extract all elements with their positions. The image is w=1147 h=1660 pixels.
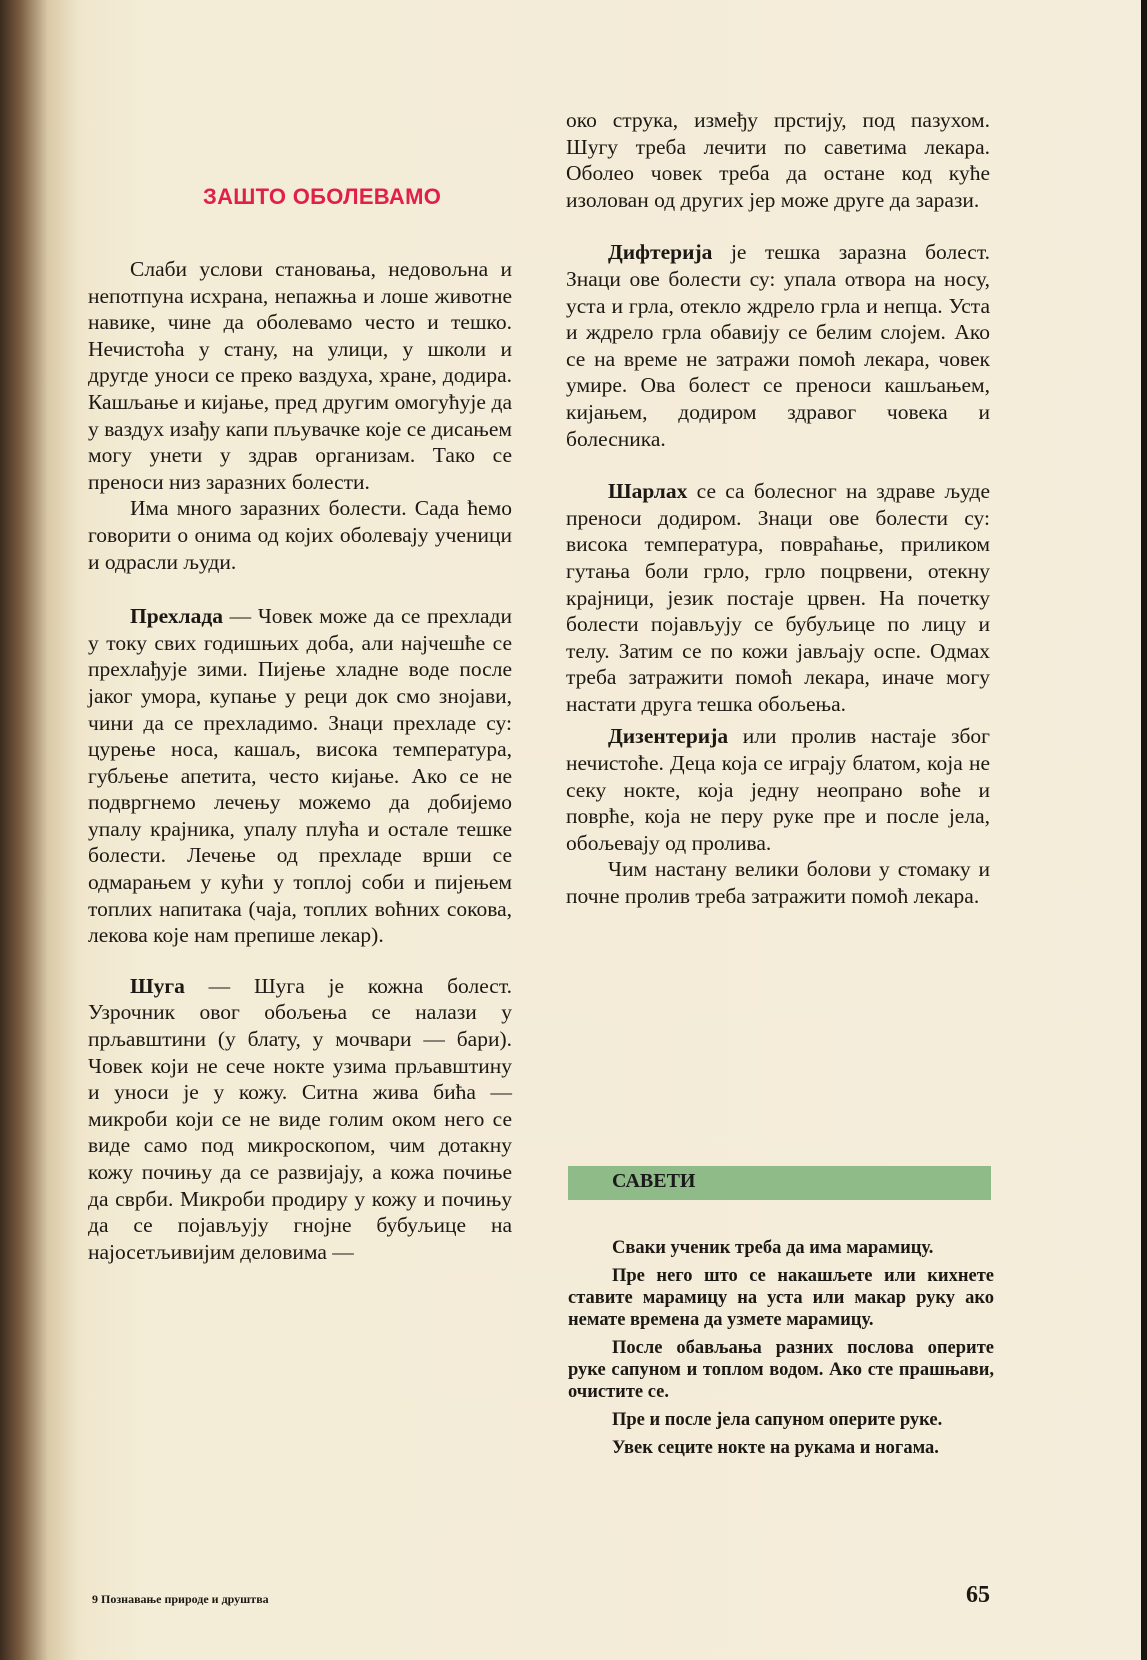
advice-title: САВЕТИ bbox=[612, 1170, 696, 1192]
disease-scabies-name: Шуга bbox=[130, 973, 185, 998]
page-number: 65 bbox=[966, 1582, 990, 1608]
intro-paragraph-2: Има много заразних болести. Сада ћемо говорити о онима од којих оболевају ученици и одрасли људи. bbox=[88, 496, 512, 574]
left-column bbox=[88, 0, 512, 1265]
disease-diphtheria bbox=[566, 239, 990, 452]
disease-diphtheria-text: је тешка заразна болест. Знаци ове болести су: упала отвора на носу, уста и грла, отекло ждрело грла и непца. Уста и ждрело грла обавију се белим слојем. Ако се на време не затражи помоћ лекара, човек умире. Ова болест се преноси кашљањем, кијањем, додиром здравог човека и болесника. bbox=[566, 240, 990, 451]
disease-scabies-text: — Шуга је кожна болест. Узрочник овог обољења се налази у прљавштини (у блату, у мочвари — бари). Човек који не сече нокте узима прљавштину и уноси је у кожу. Ситна жива бића — микроби који се не виде голим оком него се виде само под микроскопом, чим дотакну кожу почињу да се развијају, а кожа почиње да сврби. Микроби продиру у кожу и почињу да се појављују гнојне бубуљице на најосетљивијим деловима — bbox=[88, 973, 512, 1264]
advice-item: Пре и после јела сапуном оперите руке. bbox=[612, 1410, 943, 1430]
disease-dysentery-text: или пролив настаје због нечистоће. Деца која се играју блатом, која не секу нокте, која једну неопрано воће и поврће, која не перу руке пре и после јела, обољевају од пролива. bbox=[566, 724, 990, 855]
advice-item: Увек сеците нокте на рукама и ногама. bbox=[612, 1438, 939, 1458]
disease-cold-name: Прехлада bbox=[130, 604, 223, 629]
advice-item: Сваки ученик треба да има марамицу. bbox=[612, 1238, 934, 1258]
disease-diphtheria-name: Дифтерија bbox=[608, 240, 713, 265]
disease-scarlet-fever-name: Шарлах bbox=[608, 479, 688, 504]
advice-item: Пре него што се накашљете или кихнете ставите марамицу на уста или макар руку ако немате времена да узмете марамицу. bbox=[568, 1266, 994, 1330]
disease-dysentery-name: Дизентерија bbox=[608, 724, 729, 749]
disease-scarlet-fever bbox=[566, 478, 990, 717]
disease-cold-text: — Човек може да се прехлади у току свих годишњих доба, али најчешће се прехлађује зими. Пијење хладне воде после јаког умора, купање у реци док смо знојави, чини да се прехладимо. Знаци прехладе су: цурење носа, кашаљ, висока температура, губљење апетита, често кијање. Ако се не подвргнемо лечењу можемо да добијемо упалу крајника, упалу плућа и остале тешке болести. Лечење од прехладе врши се одмарањем у кући у топлој соби и пијењем топлих напитака (чаја, топлих воћних сокова, лекова које нам препише лекар). bbox=[88, 604, 512, 948]
disease-scabies bbox=[88, 973, 512, 1266]
book-signature: 9 Познавање природе и друштва bbox=[92, 1592, 269, 1606]
disease-dysentery-extra: Чим настану велики болови у стомаку и почне пролив треба затражити помоћ лекара. bbox=[566, 857, 990, 909]
advice-item: После обављања разних послова оперите руке сапуном и топлом водом. Ако сте прашњави, очистите се. bbox=[568, 1338, 994, 1402]
advice-list bbox=[568, 1237, 994, 1465]
page-edge bbox=[1141, 0, 1147, 1660]
disease-cold bbox=[88, 603, 512, 949]
page-title: ЗАШТО ОБОЛЕВАМО bbox=[203, 184, 442, 209]
disease-dysentery bbox=[566, 723, 990, 856]
disease-scabies-continuation: око струка, између прстију, под пазухом. Шугу треба лечити по саветима лекара. Оболео човек треба да остане код куће изолован од других јер може друге да зарази. bbox=[566, 108, 990, 212]
intro-paragraph-1: Слаби услови становања, недовољна и непотпуна исхрана, непажња и лоше животне навике, чине да оболевамо често и тешко. Нечистоћа у стану, на улици, у школи и другде уноси се преко ваздуха, хране, додира. Кашљање и кијање, пред другим омогућује да у ваздух изађу капи пљувачке које се дисањем могу унети у здрав организам. Тако се преноси низ заразних болести. bbox=[88, 257, 512, 494]
disease-scarlet-fever-text: се са болесног на здраве људе преноси додиром. Знаци ове болести су: висока температура, повраћање, приликом гутања боли грло, грло поцрвени, отекну крајници, језик постаје црвен. На почетку болести појављују се бубуљице по лицу и телу. Затим се по кожи јављају оспе. Одмах треба затражити помоћ лекара, иначе могу настати друга тешка обољења. bbox=[566, 479, 990, 716]
right-column bbox=[566, 107, 990, 910]
